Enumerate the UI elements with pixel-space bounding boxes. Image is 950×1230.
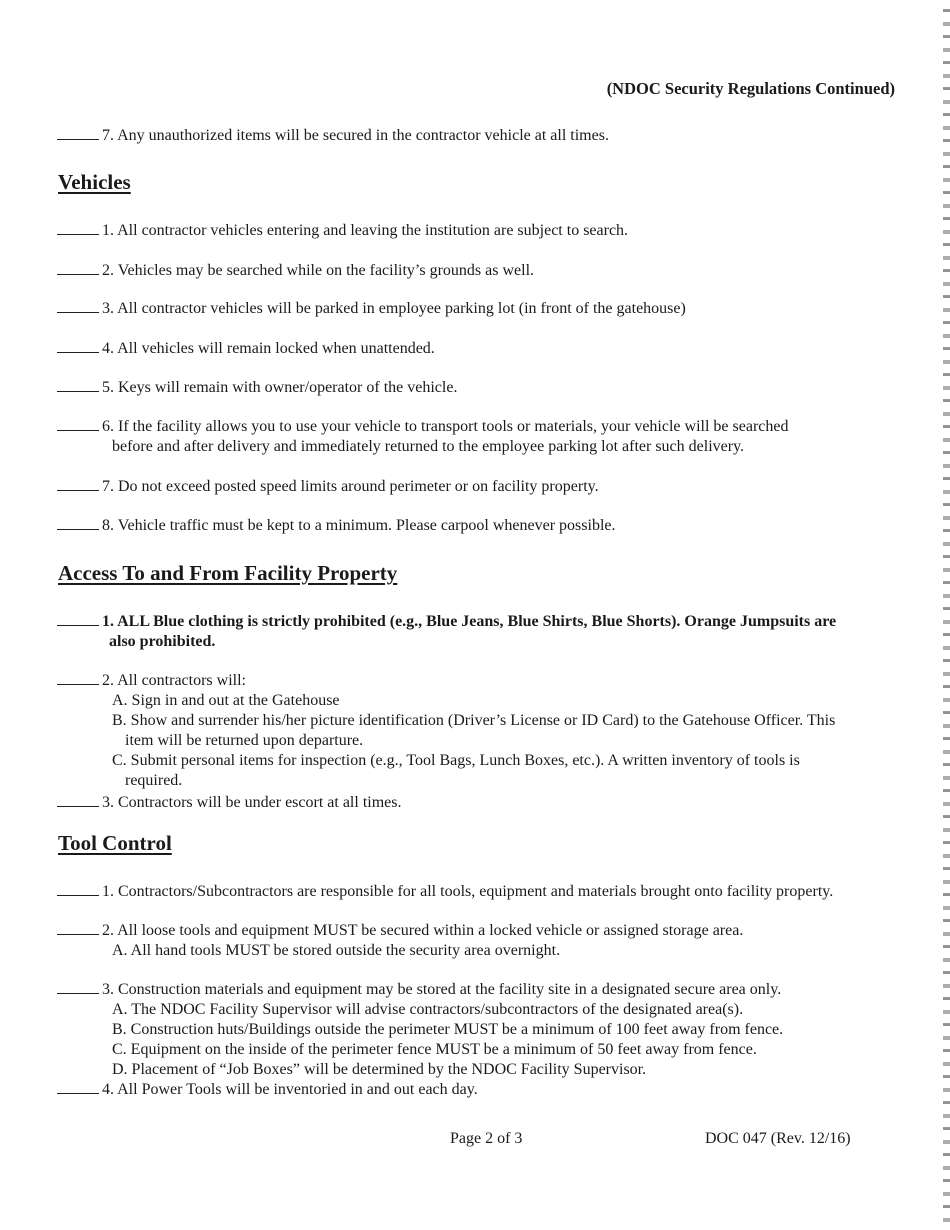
initial-blank[interactable] [57, 259, 99, 275]
initial-blank[interactable] [57, 919, 99, 935]
list-item [57, 514, 616, 536]
sub-item: C. Submit personal items for inspection (e.g., Tool Bags, Lunch Boxes, etc.). A written inventory of tools is [112, 752, 800, 769]
list-item [57, 880, 833, 902]
initial-blank[interactable] [57, 297, 99, 313]
initial-blank[interactable] [57, 880, 99, 896]
item-text-continued: also prohibited. [109, 633, 216, 650]
list-item [57, 669, 835, 813]
initial-blank[interactable] [57, 514, 99, 530]
initial-blank[interactable] [57, 376, 99, 392]
scan-edge-artifact [943, 0, 950, 1230]
initial-blank[interactable] [57, 978, 99, 994]
item-text: 2. All loose tools and equipment MUST be secured within a locked vehicle or assigned storage area. [102, 922, 744, 939]
item-text: 2. All contractors will: [102, 672, 246, 689]
sub-item: A. Sign in and out at the Gatehouse [112, 692, 340, 709]
item-text: 6. If the facility allows you to use your vehicle to transport tools or materials, your vehicle will be searched [102, 418, 789, 435]
list-item [57, 610, 836, 652]
section-heading-vehicles: Vehicles [58, 170, 131, 194]
sub-item: A. All hand tools MUST be stored outside the security area overnight. [112, 942, 561, 959]
list-item [57, 376, 457, 398]
sub-item: C. Equipment on the inside of the perimeter fence MUST be a minimum of 50 feet away from fence. [112, 1041, 757, 1058]
sub-item: B. Construction huts/Buildings outside the perimeter MUST be a minimum of 100 feet away from fence. [112, 1021, 784, 1038]
list-item [57, 415, 788, 457]
list-item [57, 978, 783, 1080]
item-text: 1. Contractors/Subcontractors are responsible for all tools, equipment and materials brought onto facility property. [102, 883, 834, 900]
item-text: 8. Vehicle traffic must be kept to a minimum. Please carpool whenever possible. [102, 517, 616, 534]
item-text: 7. Any unauthorized items will be secured in the contractor vehicle at all times. [102, 127, 609, 144]
list-item [57, 337, 435, 359]
list-item [57, 919, 743, 961]
initial-blank[interactable] [57, 1078, 99, 1094]
item-text: 1. All contractor vehicles entering and leaving the institution are subject to search. [102, 222, 629, 239]
initial-blank[interactable] [57, 610, 99, 626]
item-text: 4. All Power Tools will be inventoried in and out each day. [102, 1081, 478, 1098]
list-item [57, 124, 609, 146]
list-item [57, 791, 835, 813]
initial-blank[interactable] [57, 791, 99, 807]
page-number: Page 2 of 3 [450, 1130, 523, 1147]
sub-item: D. Placement of “Job Boxes” will be determined by the NDOC Facility Supervisor. [112, 1061, 647, 1078]
list-item [57, 1078, 478, 1100]
section-heading-access: Access To and From Facility Property [58, 561, 398, 585]
item-text: 3. All contractor vehicles will be parked in employee parking lot (in front of the gatehouse) [102, 300, 686, 317]
item-text: 3. Contractors will be under escort at all times. [102, 794, 402, 811]
sub-item: B. Show and surrender his/her picture identification (Driver’s License or ID Card) to the Gatehouse Officer. This [112, 712, 836, 729]
item-text-continued: before and after delivery and immediately returned to the employee parking lot after such delivery. [112, 438, 745, 455]
item-text: 1. ALL Blue clothing is strictly prohibited (e.g., Blue Jeans, Blue Shirts, Blue Shorts). Orange Jumpsuits are [102, 613, 837, 630]
sub-item-continued: required. [125, 772, 183, 789]
initial-blank[interactable] [57, 124, 99, 140]
list-item [57, 297, 686, 319]
continued-header: (NDOC Security Regulations Continued) [606, 79, 895, 98]
initial-blank[interactable] [57, 475, 99, 491]
list-item [57, 219, 628, 241]
initial-blank[interactable] [57, 337, 99, 353]
item-text: 3. Construction materials and equipment may be stored at the facility site in a designated secure area only. [102, 981, 782, 998]
initial-blank[interactable] [57, 219, 99, 235]
list-item [57, 475, 599, 497]
initial-blank[interactable] [57, 669, 99, 685]
item-text: 2. Vehicles may be searched while on the facility’s grounds as well. [102, 262, 535, 279]
document-code: DOC 047 (Rev. 12/16) [705, 1130, 851, 1147]
item-text: 7. Do not exceed posted speed limits around perimeter or on facility property. [102, 478, 599, 495]
section-heading-tool-control: Tool Control [58, 831, 172, 855]
item-text: 5. Keys will remain with owner/operator of the vehicle. [102, 379, 458, 396]
list-item [57, 259, 534, 281]
item-text: 4. All vehicles will remain locked when unattended. [102, 340, 435, 357]
sub-item-continued: item will be returned upon departure. [125, 732, 364, 749]
initial-blank[interactable] [57, 415, 99, 431]
sub-item: A. The NDOC Facility Supervisor will advise contractors/subcontractors of the designated area(s). [112, 1001, 744, 1018]
